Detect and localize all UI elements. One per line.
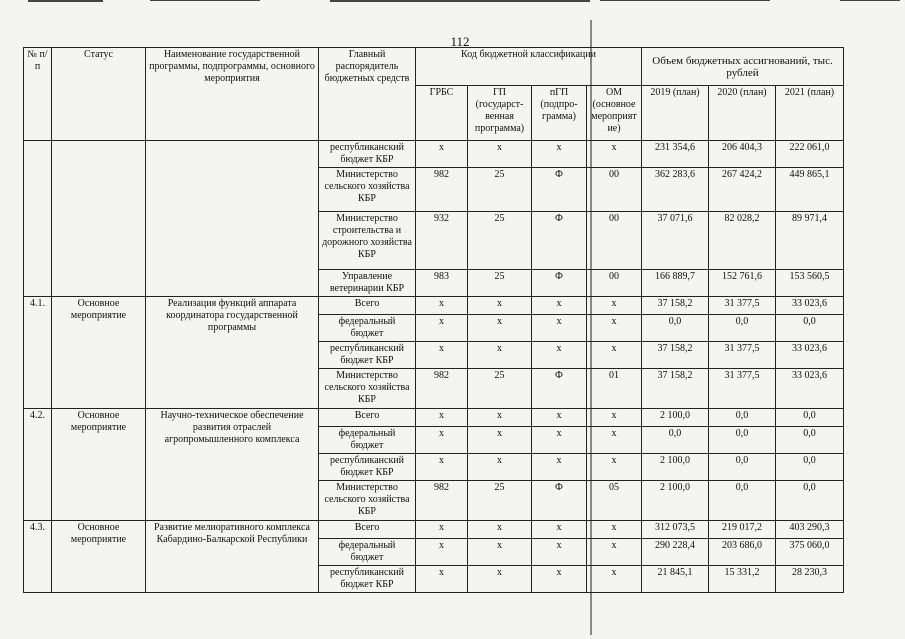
cell-manager: республиканский бюджет КБР [319,454,416,481]
cell-v2020: 31 377,5 [709,342,776,369]
header-2021: 2021 (план) [776,86,844,141]
header-2020: 2020 (план) [709,86,776,141]
cell-v2020: 0,0 [709,427,776,454]
cell-pgp: Ф [532,168,587,212]
cell-pgp: Ф [532,369,587,409]
cell-grbs: х [416,297,468,315]
cell-v2020: 0,0 [709,481,776,521]
cell-v2021: 0,0 [776,454,844,481]
cell-pgp: х [532,454,587,481]
cell-v2020: 206 404,3 [709,141,776,168]
cell-gp: 25 [468,481,532,521]
cell-manager: федеральный бюджет [319,427,416,454]
cell-num [24,141,52,297]
cell-manager: республиканский бюджет КБР [319,566,416,593]
cell-num: 4.2. [24,409,52,521]
cell-v2020: 15 331,2 [709,566,776,593]
cell-status [52,141,146,297]
cell-v2019: 0,0 [642,315,709,342]
cell-gp: х [468,141,532,168]
scan-mark [600,0,770,1]
cell-gp: х [468,566,532,593]
header-program: Наименование государственной программы, подпрограммы, основного мероприятия [146,48,319,141]
cell-v2021: 153 560,5 [776,270,844,297]
cell-v2020: 0,0 [709,409,776,427]
cell-num: 4.1. [24,297,52,409]
header-row [24,48,844,86]
cell-pgp: х [532,427,587,454]
cell-v2020: 219 017,2 [709,521,776,539]
cell-v2019: 362 283,6 [642,168,709,212]
cell-v2019: 312 073,5 [642,521,709,539]
cell-om: х [587,521,642,539]
cell-pgp: х [532,342,587,369]
scan-mark [28,0,103,2]
budget-table [23,47,844,593]
header-gp: ГП (государст-венная программа) [468,86,532,141]
cell-v2019: 37 158,2 [642,342,709,369]
cell-manager: Министерство сельского хозяйства КБР [319,481,416,521]
cell-v2021: 449 865,1 [776,168,844,212]
cell-v2020: 31 377,5 [709,369,776,409]
cell-om: х [587,297,642,315]
cell-om: 00 [587,168,642,212]
cell-pgp: х [532,409,587,427]
cell-v2021: 33 023,6 [776,342,844,369]
cell-om: х [587,409,642,427]
cell-manager: республиканский бюджет КБР [319,342,416,369]
cell-grbs: х [416,566,468,593]
cell-manager: Всего [319,409,416,427]
header-grbs: ГРБС [416,86,468,141]
cell-gp: 25 [468,369,532,409]
header-2019: 2019 (план) [642,86,709,141]
cell-num: 4.3. [24,521,52,593]
cell-pgp: х [532,141,587,168]
cell-om: х [587,454,642,481]
cell-om: х [587,566,642,593]
cell-om: х [587,315,642,342]
scan-mark [840,0,900,1]
cell-grbs: х [416,454,468,481]
cell-manager: Министерство сельского хозяйства КБР [319,369,416,409]
cell-gp: х [468,539,532,566]
scan-mark [330,0,590,2]
cell-gp: х [468,315,532,342]
cell-v2020: 152 761,6 [709,270,776,297]
cell-program: Научно-техническое обеспечение развития отраслей агропромышленного комплекса [146,409,319,521]
cell-v2020: 203 686,0 [709,539,776,566]
cell-grbs: 982 [416,481,468,521]
cell-grbs: х [416,141,468,168]
cell-gp: 25 [468,168,532,212]
cell-v2019: 37 158,2 [642,297,709,315]
cell-pgp: Ф [532,481,587,521]
cell-manager: Всего [319,521,416,539]
cell-manager: Управление ветеринарии КБР [319,270,416,297]
cell-v2019: 290 228,4 [642,539,709,566]
table-row [24,141,844,168]
header-code-group: Код бюджетной классификации [416,48,642,86]
cell-grbs: х [416,539,468,566]
cell-om: 00 [587,212,642,270]
cell-grbs: 982 [416,369,468,409]
cell-v2021: 375 060,0 [776,539,844,566]
cell-v2020: 0,0 [709,454,776,481]
cell-status: Основное мероприятие [52,409,146,521]
cell-v2019: 37 158,2 [642,369,709,409]
cell-v2021: 33 023,6 [776,297,844,315]
cell-gp: х [468,427,532,454]
cell-v2019: 2 100,0 [642,481,709,521]
cell-gp: х [468,409,532,427]
cell-gp: х [468,297,532,315]
cell-status: Основное мероприятие [52,521,146,593]
cell-grbs: 932 [416,212,468,270]
table-body [24,48,844,593]
cell-pgp: х [532,297,587,315]
cell-v2019: 166 889,7 [642,270,709,297]
cell-manager: Министерство строительства и дорожного хозяйства КБР [319,212,416,270]
cell-pgp: Ф [532,270,587,297]
cell-om: 00 [587,270,642,297]
cell-v2019: 2 100,0 [642,454,709,481]
header-manager: Главный распорядитель бюджетных средств [319,48,416,141]
cell-v2021: 0,0 [776,315,844,342]
cell-manager: Всего [319,297,416,315]
header-om: ОМ (основное мероприят ие) [587,86,642,141]
cell-om: х [587,427,642,454]
cell-v2019: 21 845,1 [642,566,709,593]
cell-v2021: 28 230,3 [776,566,844,593]
cell-manager: Министерство сельского хозяйства КБР [319,168,416,212]
cell-v2020: 0,0 [709,315,776,342]
cell-grbs: х [416,427,468,454]
table-row [24,297,844,315]
cell-v2021: 0,0 [776,481,844,521]
cell-manager: федеральный бюджет [319,315,416,342]
header-num: № п/п [24,48,52,141]
cell-grbs: х [416,342,468,369]
cell-grbs: 983 [416,270,468,297]
cell-pgp: х [532,521,587,539]
cell-pgp: х [532,566,587,593]
header-volume-group: Объем бюджетных ассигнований, тыс. рублей [642,48,844,86]
cell-gp: х [468,342,532,369]
table-row [24,409,844,427]
page-number: 112 [450,34,470,49]
cell-status: Основное мероприятие [52,297,146,409]
cell-v2019: 37 071,6 [642,212,709,270]
cell-v2019: 0,0 [642,427,709,454]
cell-pgp: х [532,539,587,566]
cell-v2021: 222 061,0 [776,141,844,168]
cell-pgp: Ф [532,212,587,270]
cell-om: 01 [587,369,642,409]
cell-program: Развитие мелиоративного комплекса Кабардино-Балкарской Республики [146,521,319,593]
cell-v2020: 267 424,2 [709,168,776,212]
cell-grbs: х [416,409,468,427]
header-pgp: пГП (подпро-грамма) [532,86,587,141]
table-row [24,521,844,539]
cell-manager: республиканский бюджет КБР [319,141,416,168]
cell-gp: 25 [468,212,532,270]
cell-v2021: 403 290,3 [776,521,844,539]
cell-gp: х [468,521,532,539]
header-status: Статус [52,48,146,141]
cell-v2019: 2 100,0 [642,409,709,427]
cell-v2021: 0,0 [776,427,844,454]
cell-v2021: 89 971,4 [776,212,844,270]
cell-om: х [587,141,642,168]
cell-grbs: х [416,521,468,539]
cell-v2021: 0,0 [776,409,844,427]
cell-program: Реализация функций аппарата координатора государственной программы [146,297,319,409]
cell-v2021: 33 023,6 [776,369,844,409]
cell-om: х [587,342,642,369]
cell-grbs: х [416,315,468,342]
scan-mark [150,0,260,1]
cell-om: х [587,539,642,566]
cell-om: 05 [587,481,642,521]
cell-v2020: 82 028,2 [709,212,776,270]
cell-gp: х [468,454,532,481]
cell-manager: федеральный бюджет [319,539,416,566]
cell-pgp: х [532,315,587,342]
cell-v2020: 31 377,5 [709,297,776,315]
cell-v2019: 231 354,6 [642,141,709,168]
cell-gp: 25 [468,270,532,297]
cell-program [146,141,319,297]
cell-grbs: 982 [416,168,468,212]
